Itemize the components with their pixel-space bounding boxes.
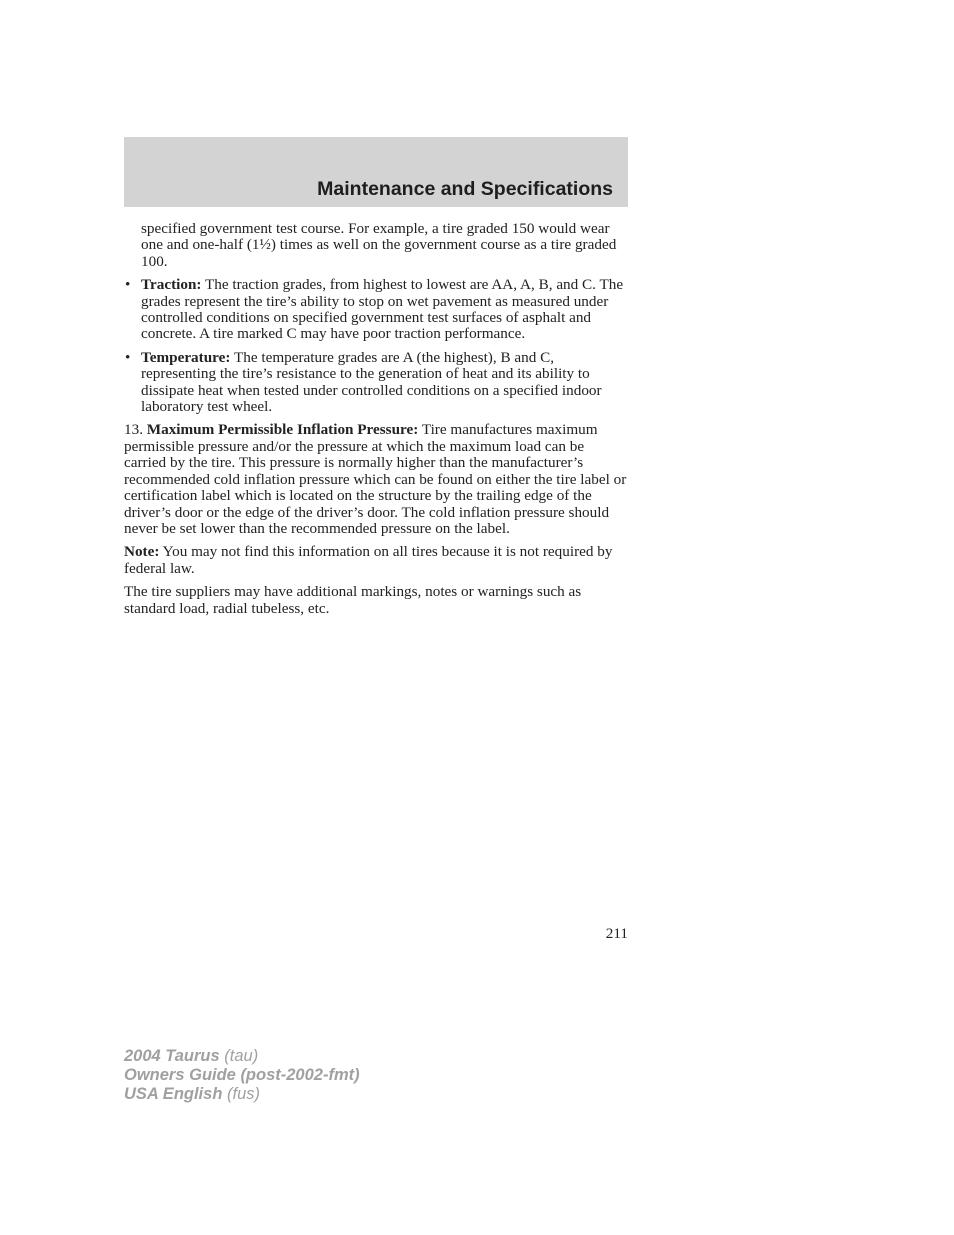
page-body — [124, 221, 628, 624]
footer-model-code: (tau) — [219, 1047, 259, 1065]
page-number: 211 — [605, 925, 628, 942]
item-number: 13. — [124, 421, 147, 439]
section-header-band — [124, 137, 628, 207]
footer-line-language — [124, 1085, 360, 1104]
footer-line-model — [124, 1047, 360, 1066]
note-text: You may not find this information on all tires because it is not required by federal law. — [124, 543, 613, 577]
continued-paragraph: specified government test course. For example, a tire graded 150 would wear one and one-half (1½) times as well on the government course as a tire graded 100. — [141, 220, 617, 270]
note-term: Note: — [124, 543, 160, 561]
footer-language-code: (fus) — [222, 1085, 260, 1103]
item-term: Maximum Permissible Inflation Pressure: — [146, 421, 419, 439]
footer-guide: Owners Guide (post-2002-fmt) — [124, 1066, 360, 1084]
section-title: Maintenance and Specifications — [317, 178, 613, 200]
bullet-icon: • — [125, 276, 131, 294]
numbered-item-13 — [124, 422, 628, 537]
bullet-item-temperature — [124, 350, 628, 416]
document-footer — [124, 1047, 360, 1104]
bullet-term: Traction: — [141, 276, 202, 294]
footer-line-guide — [124, 1066, 360, 1085]
bullet-text: The traction grades, from highest to lowest are AA, A, B, and C. The grades represent the tire’s ability to stop on wet pavement as measured under controlled conditions on specified government test surfaces of asphalt and concrete. A tire marked C may have poor traction performance. — [141, 276, 624, 343]
footer-language: USA English — [124, 1085, 223, 1103]
footer-model: 2004 Taurus — [124, 1047, 220, 1065]
closing-paragraph: The tire suppliers may have additional markings, notes or warnings such as standard load, radial tubeless, etc. — [124, 583, 582, 617]
bullet-text: The temperature grades are A (the highest), B and C, representing the tire’s resistance to the generation of heat and its ability to dissipate heat when tested under controlled conditions on a specified indoor laboratory test wheel. — [141, 348, 602, 416]
bullet-icon: • — [125, 348, 131, 366]
bullet-term: Temperature: — [141, 348, 231, 366]
note-paragraph — [124, 544, 628, 577]
bullet-item-traction — [124, 277, 628, 343]
item-text: Tire manufactures maximum permissible pressure and/or the pressure at which the maximum load can be carried by the tire. This pressure is normally higher than the manufacturer’s recommended cold inflation pressure which can be found on either the tire label or certification label which is located on the structure by the trailing edge of the driver’s door or the edge of the driver’s door. The cold inflation pressure should never be set lower than the recommended pressure on the label. — [124, 421, 627, 537]
